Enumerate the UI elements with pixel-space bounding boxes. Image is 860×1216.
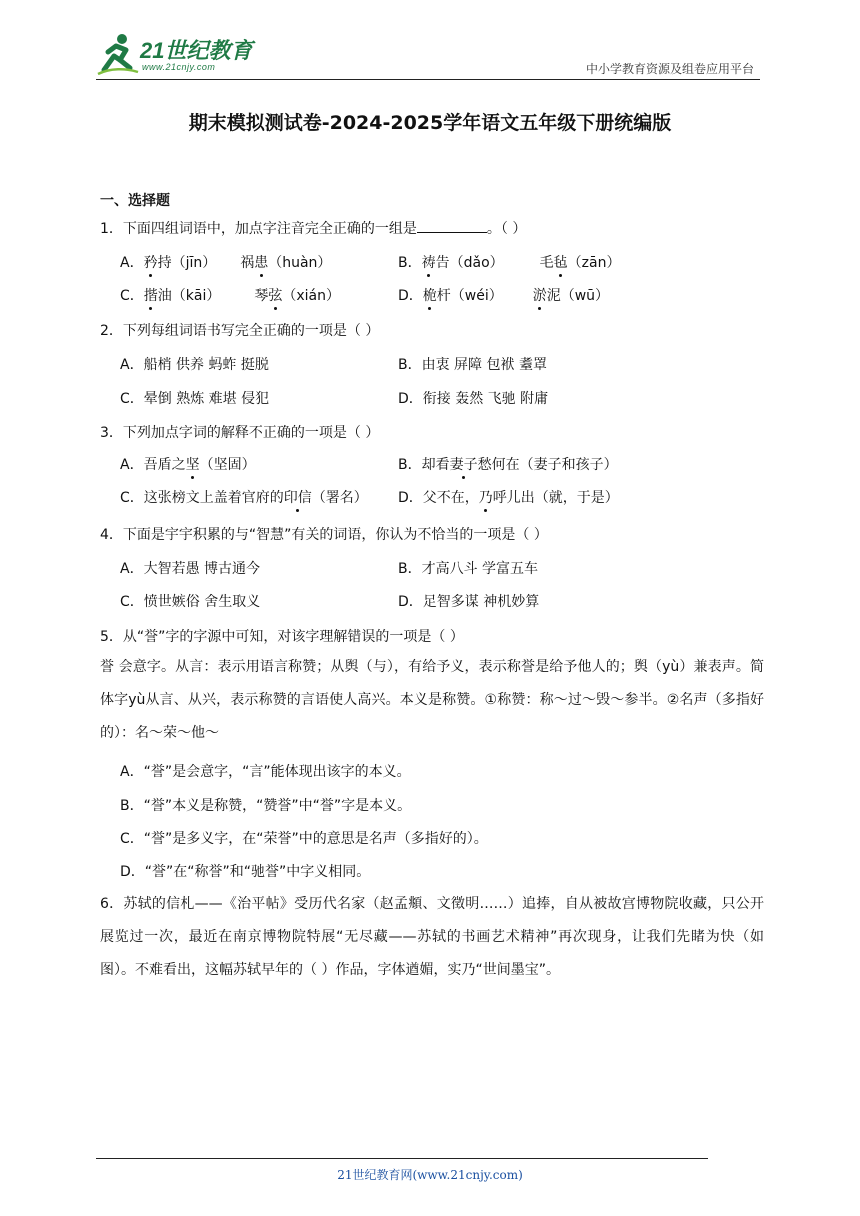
- option-label: C．: [120, 288, 144, 304]
- option-label: D．: [398, 288, 423, 304]
- option-2a: A．船梢 供养 蚂蚱 挺脱: [120, 357, 269, 373]
- option-2d: D．衔接 轰然 飞驰 附庸: [398, 391, 549, 407]
- dotted-char: 弦: [268, 285, 282, 305]
- option-4a: A．大智若愚 博古通今: [120, 561, 261, 577]
- dotted-char: 妻子: [450, 454, 478, 474]
- footer-text: 21世纪教育网(www.21cnjy.com): [337, 1168, 523, 1182]
- option-text: 告（dǎo）: [435, 255, 504, 271]
- option-text: A．吾盾之: [120, 457, 186, 473]
- option-5d: D．“誉”在“称誉”和“驰誉”中字义相同。: [120, 864, 371, 880]
- dotted-char: 毡: [554, 252, 568, 272]
- dotted-char: 坚: [186, 454, 200, 474]
- question-4-stem: 4．下面是宇宇积累的与“智慧”有关的词语，你认为不恰当的一项是（ ）: [100, 527, 548, 543]
- dotted-char: 乃: [479, 487, 493, 507]
- option-3a: [120, 454, 256, 474]
- option-4b: B．才高八斗 学富五车: [398, 561, 539, 577]
- option-1a: [120, 252, 331, 272]
- option-text: C．这张榜文上盖着官府的: [120, 490, 284, 506]
- option-text: 琴: [254, 288, 269, 304]
- option-1d: [398, 285, 609, 305]
- option-3c: [120, 487, 368, 507]
- question-3-stem: 3．下列加点字词的解释不正确的一项是（ ）: [100, 425, 380, 441]
- dotted-char: 患: [254, 252, 268, 272]
- option-5a: A．“誉”是会意字，“言”能体现出该字的本义。: [120, 764, 411, 780]
- option-label: B．: [398, 255, 422, 271]
- page-title: 期末模拟测试卷-2024-2025学年语文五年级下册统编版: [188, 112, 672, 134]
- question-5-stem: 5．从“誉”字的字源中可知，对该字理解错误的一项是（ ）: [100, 629, 464, 645]
- question-6-passage: 6．苏轼的信札——《治平帖》受历代名家（赵孟頫、文徵明……）追捧，自从被故宫博物院收藏，只公开展览过一次，最近在南京博物院特展“无尽藏——苏轼的书画艺术精神”再次现身，让我们先睹为快（如图）。不难看出，这幅苏轼早年的（ ）作品，字体遒媚，实乃“世间墨宝”。: [100, 896, 764, 978]
- option-text: D．父不在，: [398, 490, 479, 506]
- option-1c: [120, 285, 340, 305]
- question-5-passage: 誉 会意字。从言：表示用语言称赞；从舆（与），有给予义，表示称誉是给予他人的；舆（yù）兼表声。简体字yù从言、从兴，表示称赞的言语使人高兴。本义是称赞。①称赞：称～过～毁～参半。②名声（多指好的）：名～荣～他～: [100, 659, 764, 741]
- option-4d: D．足智多谋 神机妙算: [398, 594, 540, 610]
- dotted-char: 揩: [144, 285, 158, 305]
- logo-url: www.21cnjy.com: [142, 62, 216, 72]
- option-1b: [398, 252, 620, 272]
- dotted-char: 印信: [284, 487, 312, 507]
- option-text: （xián）: [282, 288, 340, 304]
- header-divider: [96, 79, 760, 80]
- header-tagline: 中小学教育资源及组卷应用平台: [585, 62, 754, 76]
- option-2c: C．晕倒 熟炼 难堪 侵犯: [120, 391, 270, 407]
- option-5c: C．“誉”是多义字，在“荣誉”中的意思是名声（多指好的）。: [120, 831, 488, 847]
- section-heading: 一、选择题: [100, 193, 170, 209]
- option-3d: [398, 487, 619, 507]
- page-header: [96, 30, 760, 80]
- question-1-text: 1．下面四组词语中，加点字注音完全正确的一组是: [100, 221, 417, 237]
- option-text: 持（jīn）: [157, 255, 217, 271]
- option-label: A．: [120, 255, 144, 271]
- dotted-char: 祷: [422, 252, 436, 272]
- option-text: 祸: [240, 255, 255, 271]
- option-3b: [398, 454, 618, 474]
- option-text: （坚固）: [199, 457, 256, 473]
- option-text: （署名）: [311, 490, 368, 506]
- question-1-bracket: 。（ ）: [486, 221, 527, 237]
- logo: [96, 30, 266, 78]
- option-5b: B．“誉”本义是称赞，“赞誉”中“誉”字是本义。: [120, 798, 412, 814]
- option-text: 愁何在（妻子和孩子）: [477, 457, 618, 473]
- option-text: 毛: [539, 255, 554, 271]
- option-text: 呼儿出（就，于是）: [492, 490, 619, 506]
- option-text: 杆（wéi）: [436, 288, 503, 304]
- option-2b: B．由衷 屏障 包袱 耋罩: [398, 357, 547, 373]
- runner-logo-icon: [96, 32, 140, 76]
- dotted-char: 桅: [423, 285, 437, 305]
- option-text: 泥（wū）: [546, 288, 610, 304]
- option-text: 油（kāi）: [157, 288, 221, 304]
- option-4c: C．愤世嫉俗 舍生取义: [120, 594, 261, 610]
- question-2-stem: 2．下列每组词语书写完全正确的一项是（ ）: [100, 323, 380, 339]
- question-1-stem: [100, 218, 526, 238]
- option-text: （zān）: [567, 255, 621, 271]
- answer-blank: [417, 218, 487, 233]
- option-text: （huàn）: [268, 255, 332, 271]
- footer-divider: [96, 1158, 708, 1159]
- option-text: B．却看: [398, 457, 450, 473]
- dotted-char: 矜: [144, 252, 158, 272]
- logo-text: 21世纪教育: [140, 38, 253, 63]
- dotted-char: 淤: [533, 285, 547, 305]
